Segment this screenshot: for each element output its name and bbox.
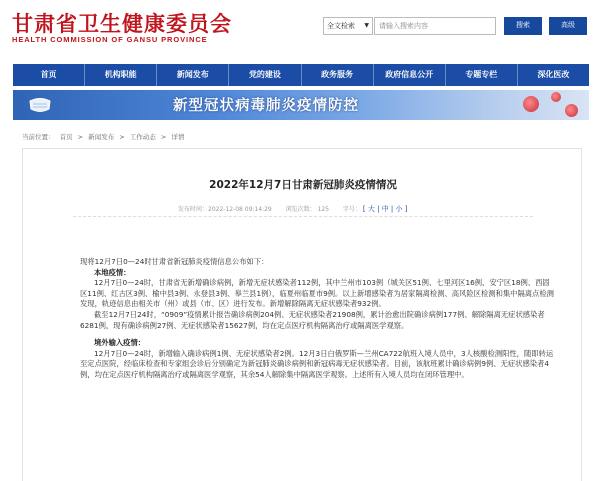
nav-item-party[interactable]: 党的建设 <box>229 64 301 86</box>
breadcrumb-news[interactable]: 新闻发布 <box>88 133 115 141</box>
nav-item-reform[interactable]: 深化医改 <box>537 70 570 79</box>
face-mask-icon <box>27 92 53 118</box>
breadcrumb-separator: > <box>119 133 125 141</box>
article-body <box>80 257 555 381</box>
import-paragraph-1: 12月7日0—24时，新增输入确诊病例1例、无症状感染者2例。12月3日白俄罗斯—兰州CA722航班入境人员中，3人核酸检测阳性，随即转运至定点医院，经临床检查和专家组会诊后分别确定为新冠肺炎确诊病例和新冠病毒无症状感染者。目前，该航班累计确诊病例9例、无症状感染者4例，均在定点医疗机构隔离治疗或隔离医学观察，其余54人解除集中隔离医学观察。上述所有入境人员均在闭环管理中。 <box>80 348 554 379</box>
breadcrumb-detail: 详情 <box>171 133 185 141</box>
font-medium-link[interactable]: 中 <box>381 205 389 213</box>
breadcrumb-work[interactable]: 工作动态 <box>129 133 156 141</box>
epidemic-banner[interactable] <box>13 90 589 120</box>
chevron-down-icon: ▼ <box>364 22 369 29</box>
local-paragraph-1: 12月7日0—24时，甘肃省无新增确诊病例，新增无症状感染者112例，其中兰州市103例（城关区51例、七里河区16例、安宁区18例、西固区11例、红古区3例、榆中县3例、永登县3例、皋兰县1例），临夏州临夏市9例。以上新增感染者为居家隔离检测、高风险区检测和集中隔离点检测发现，轨迹信息由相关市（州）或县（市、区）进行发布。新增解除隔离无症状感染者932例。 <box>80 278 554 309</box>
import-heading: 境外输入疫情： <box>94 338 146 348</box>
views-count: 125 <box>317 206 330 213</box>
virus-icon <box>565 104 578 117</box>
site-logo-en: HEALTH COMMISSION OF GANSU PROVINCE <box>12 35 208 44</box>
virus-icon <box>523 96 539 112</box>
font-large-link[interactable]: 大 <box>367 205 375 213</box>
advanced-search-button[interactable]: 高级 <box>549 17 587 35</box>
breadcrumb-separator: > <box>160 133 167 141</box>
breadcrumb <box>22 132 187 141</box>
search-button[interactable]: 搜索 <box>504 17 542 35</box>
font-size-label: 字号： <box>342 206 361 213</box>
article-container <box>22 148 582 481</box>
virus-icon <box>551 92 561 102</box>
article-title: 2022年12月7日甘肃新冠肺炎疫情情况 <box>209 179 397 191</box>
local-paragraph-2: 截至12月7日24时，“0909”疫情累计报告确诊病例204例、无症状感染者21908例，累计治愈出院确诊病例177例、解除隔离无症状感染者6281例，现有确诊病例27例、无症状感染者15627例，均在定点医疗机构隔离治疗或隔离医学观察。 <box>80 309 545 330</box>
font-small-link[interactable]: 小 <box>395 205 403 213</box>
breadcrumb-home[interactable]: 首页 <box>59 133 73 141</box>
banner-title: 新型冠状病毒肺炎疫情防控 <box>173 98 359 114</box>
nav-item-services[interactable]: 政务服务 <box>302 64 374 86</box>
search-scope-label: 全文检索 <box>327 22 355 30</box>
views-label: 浏览次数： <box>285 206 316 213</box>
main-nav <box>13 64 589 86</box>
nav-item-topics[interactable]: 专题专栏 <box>446 64 518 86</box>
article-intro: 现将12月7日0—24时甘肃省新冠肺炎疫情信息公布如下： <box>80 257 269 266</box>
local-heading: 本地疫情： <box>94 267 131 277</box>
site-header <box>0 0 600 58</box>
breadcrumb-label: 当前位置： <box>22 133 55 141</box>
search-scope-select[interactable] <box>323 17 373 35</box>
breadcrumb-separator: > <box>77 133 84 141</box>
site-logo-cn[interactable]: 甘肃省卫生健康委员会 <box>12 11 232 36</box>
nav-item-home[interactable]: 首页 <box>13 64 85 86</box>
search-input[interactable] <box>374 17 496 35</box>
publish-time: 发布时间：2022-12-08 09:14:29 <box>178 206 272 213</box>
nav-item-news[interactable]: 新闻发布 <box>157 64 229 86</box>
nav-item-disclosure[interactable]: 政府信息公开 <box>374 64 446 86</box>
article-meta: 发布时间：2022-12-08 09:14:29 浏览次数： 125 字号： [ 大 | 中 | 小 ] <box>178 205 408 213</box>
nav-item-functions[interactable]: 机构职能 <box>85 64 157 86</box>
divider <box>73 216 533 217</box>
